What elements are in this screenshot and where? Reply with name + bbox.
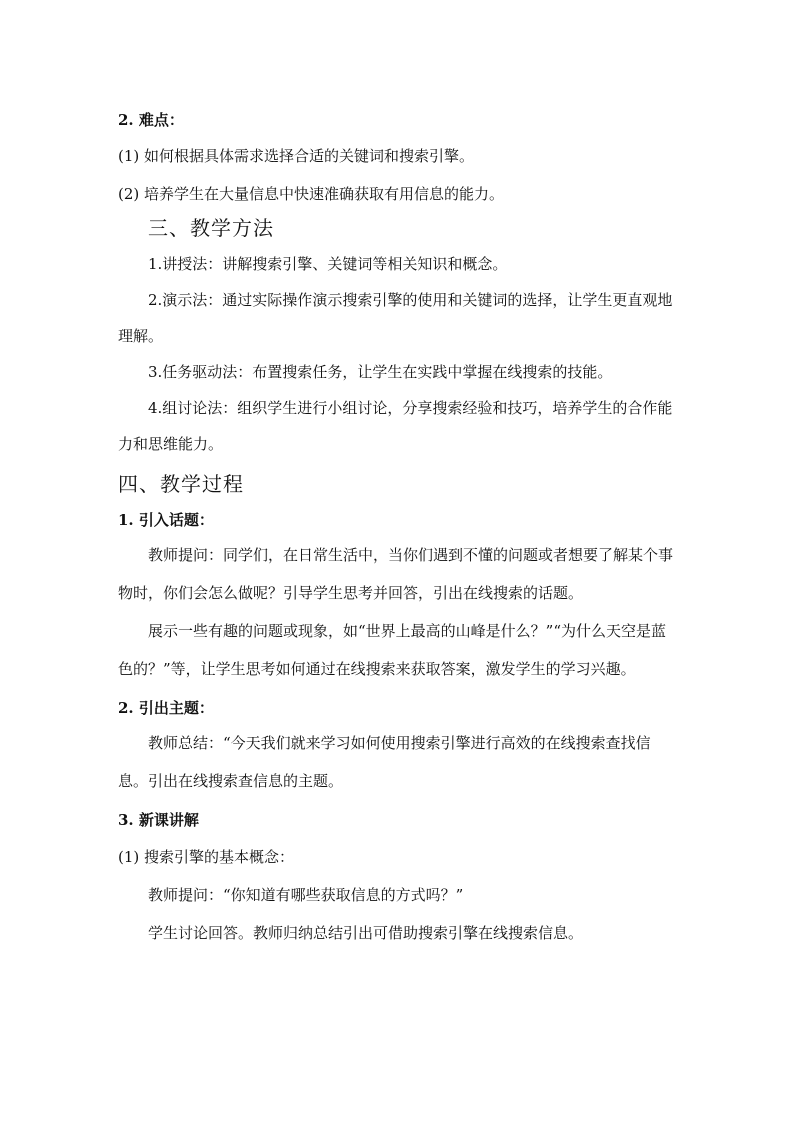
method-item-2: 2.演示法：通过实际操作演示搜索引擎的使用和关键词的选择，让学生更直观地理解。 bbox=[118, 291, 673, 345]
section-heading-methods: 三、教学方法 bbox=[148, 216, 274, 240]
process-step-1-heading: 1. 引入话题： bbox=[118, 511, 214, 529]
difficulty-item-2: (2) 培养学生在大量信息中快速准确获取有用信息的能力。 bbox=[118, 185, 505, 203]
method-item-1: 1.讲授法：讲解搜索引擎、关键词等相关知识和概念。 bbox=[148, 255, 508, 273]
process-step-3-heading: 3. 新课讲解 bbox=[118, 811, 199, 829]
process-step-2-heading: 2. 引出主题： bbox=[118, 699, 214, 717]
process-step-2-paragraph-1: 教师总结：“今天我们就来学习如何使用搜索引擎进行高效的在线搜索查找信息。引出在线搜索查信息的主题。 bbox=[118, 734, 651, 790]
process-step-3-subheading-1: (1) 搜索引擎的基本概念： bbox=[118, 848, 295, 866]
difficulty-heading: 2. 难点： bbox=[118, 111, 184, 129]
process-step-1-paragraph-2: 展示一些有趣的问题或现象，如“世界上最高的山峰是什么？”“为什么天空是蓝色的？”等，让学生思考如何通过在线搜索来获取答案，激发学生的学习兴趣。 bbox=[118, 622, 667, 678]
document-content bbox=[118, 110, 678, 943]
method-item-4: 4.组讨论法：组织学生进行小组讨论，分享搜索经验和技巧，培养学生的合作能力和思维能力。 bbox=[118, 399, 673, 453]
process-step-3-paragraph-2: 学生讨论回答。教师归纳总结引出可借助搜索引擎在线搜索信息。 bbox=[148, 924, 584, 942]
process-step-3-paragraph-1: 教师提问：“你知道有哪些获取信息的方式吗？” bbox=[148, 886, 464, 904]
section-heading-process: 四、教学过程 bbox=[118, 472, 244, 496]
method-item-3: 3.任务驱动法：布置搜索任务，让学生在实践中掌握在线搜索的技能。 bbox=[148, 363, 613, 381]
difficulty-item-1: (1) 如何根据具体需求选择合适的关键词和搜索引擎。 bbox=[118, 147, 475, 165]
process-step-1-paragraph-1: 教师提问：同学们，在日常生活中，当你们遇到不懂的问题或者想要了解某个事物时，你们会怎么做呢？引导学生思考并回答，引出在线搜索的话题。 bbox=[118, 546, 674, 602]
